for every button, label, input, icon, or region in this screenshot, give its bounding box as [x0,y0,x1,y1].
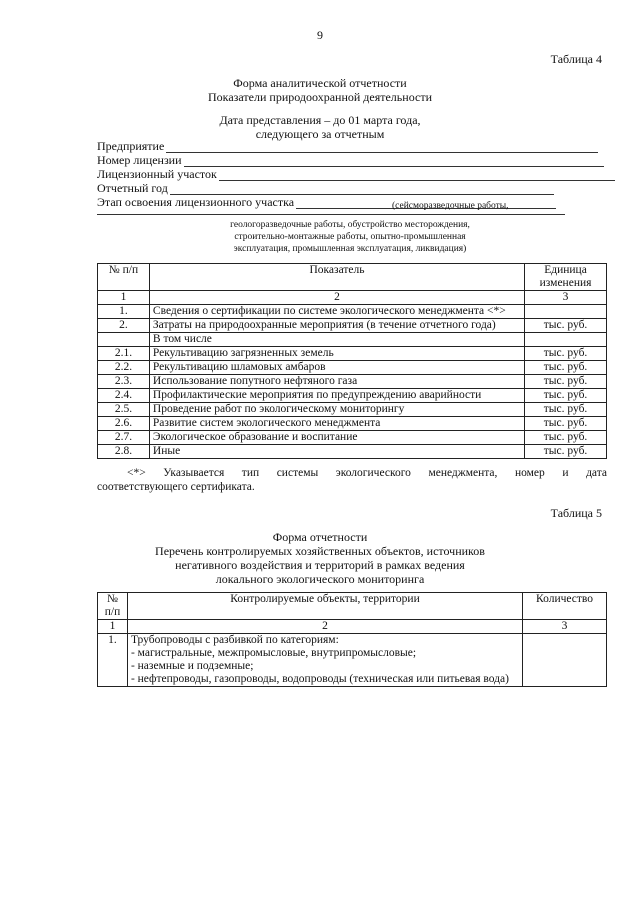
field-year-line[interactable] [170,183,554,195]
table5-title [30,530,610,586]
row-name: Затраты на природоохранные мероприятия (в течение отчетного года) [149,319,524,333]
field-year-label: Отчетный год [97,181,168,195]
row-num: 2.2. [98,361,150,375]
row-qty [523,634,607,687]
row-line: - нефтепроводы, газопроводы, водопроводы (техническая или питьевая вода) [130,673,509,685]
field-enterprise[interactable] [97,139,598,153]
table5-header-num: № п/п [98,593,128,620]
field-enterprise-line[interactable] [166,141,598,153]
table5-header-qty: Количество [523,593,607,620]
row-name: Сведения о сертификации по системе экологического менеджмента <*> [149,305,524,319]
table4-label: Таблица 4 [550,52,602,66]
table4-title [30,76,610,104]
stage-line-2[interactable] [97,214,565,215]
row-num [98,333,150,347]
row-unit [525,305,607,319]
table4-header-num: № п/п [98,264,150,291]
row-unit: тыс. руб. [525,417,607,431]
table4-title-line1: Форма аналитической отчетности [233,76,407,90]
field-site-label: Лицензионный участок [97,167,217,181]
table-row [98,417,607,431]
table-row [98,319,607,333]
table5-colnum-2: 2 [127,620,522,634]
table-row [98,431,607,445]
row-line: - наземные и подземные; [130,660,254,672]
row-name: Использование попутного нефтяного газа [149,375,524,389]
field-stage-label: Этап освоения лицензионного участка [97,195,295,209]
row-unit: тыс. руб. [525,403,607,417]
page-number: 9 [317,28,323,42]
row-name: Развитие систем экологического менеджмента [149,417,524,431]
table4-header-row [98,264,607,291]
table4-date [30,113,610,141]
table-row [98,375,607,389]
table5-header-objects: Контролируемые объекты, территории [127,593,522,620]
field-site-line[interactable] [219,169,615,181]
field-year[interactable] [97,181,554,195]
table5-label: Таблица 5 [550,506,602,520]
stage-hint-3: строительно-монтажные работы, опытно-промышленная [234,232,466,242]
stage-hint-2: геологоразведочные работы, обустройство месторождения, [230,220,470,230]
row-name: Экологическое образование и воспитание [149,431,524,445]
table4-footnote-line2: соответствующего сертификата. [97,481,255,493]
row-name: Профилактические мероприятия по предупреждению аварийности [149,389,524,403]
row-unit: тыс. руб. [525,375,607,389]
table-row [98,634,607,687]
row-num: 2. [98,319,150,333]
table5-title-line2: Перечень контролируемых хозяйственных объектов, источников [155,544,485,558]
row-num: 2.6. [98,417,150,431]
table-row [98,445,607,459]
field-license-label: Номер лицензии [97,153,182,167]
row-name: Рекультивацию шламовых амбаров [149,361,524,375]
row-unit: тыс. руб. [525,445,607,459]
field-enterprise-label: Предприятие [97,139,165,153]
row-name: Рекультивацию загрязненных земель [149,347,524,361]
table4-colnum-row [98,291,607,305]
table4-date-line2: следующего за отчетным [255,127,385,141]
stage-hint-4: эксплуатация, промышленная эксплуатация, ликвидация) [233,244,467,254]
table-row [98,361,607,375]
row-num: 2.4. [98,389,150,403]
row-unit: тыс. руб. [525,347,607,361]
field-license-line[interactable] [184,155,604,167]
row-unit: тыс. руб. [525,319,607,333]
table4-colnum-2: 2 [149,291,524,305]
table5-header-row [98,593,607,620]
table5-title-line1: Форма отчетности [272,530,368,544]
row-num: 2.8. [98,445,150,459]
table4-colnum-1: 1 [98,291,150,305]
table4-colnum-3: 3 [525,291,607,305]
row-unit: тыс. руб. [525,361,607,375]
row-content [127,634,522,687]
row-num: 1. [98,305,150,319]
table-row [98,305,607,319]
table4-title-line2: Показатели природоохранной деятельности [208,90,432,104]
table5-title-line4: локального экологического мониторинга [215,572,425,586]
table4-date-line1: Дата представления – до 01 марта года, [219,113,421,127]
table4-footnote-line1: <*> Указывается тип системы экологического менеджмента, номер и дата [127,467,607,479]
table-row [98,333,607,347]
row-num: 2.5. [98,403,150,417]
field-site[interactable] [97,167,615,181]
stage-hints [200,219,500,255]
row-num: 1. [98,634,128,687]
table5-colnum-1: 1 [98,620,128,634]
row-name: Проведение работ по экологическому мониторингу [149,403,524,417]
table5-title-line3: негативного воздействия и территорий в рамках ведения [175,558,465,572]
table-row [98,347,607,361]
row-name: Иные [149,445,524,459]
table-row [98,403,607,417]
row-unit: тыс. руб. [525,431,607,445]
table-row [98,389,607,403]
row-unit: тыс. руб. [525,389,607,403]
field-license[interactable] [97,153,604,167]
table5-colnum-row [98,620,607,634]
row-name: В том числе [149,333,524,347]
stage-hint-1: (сейсморазведочные работы, [392,201,509,211]
row-num: 2.7. [98,431,150,445]
row-line: - магистральные, межпромысловые, внутрипромысловые; [130,647,417,659]
table5 [97,592,607,687]
table4-header-indicator: Показатель [149,264,524,291]
table5-colnum-3: 3 [523,620,607,634]
table4 [97,263,607,459]
row-line: Трубопроводы с разбивкой по категориям: [130,634,339,646]
row-num: 2.3. [98,375,150,389]
row-unit [525,333,607,347]
table4-header-unit: Единица изменения [525,264,607,291]
row-num: 2.1. [98,347,150,361]
